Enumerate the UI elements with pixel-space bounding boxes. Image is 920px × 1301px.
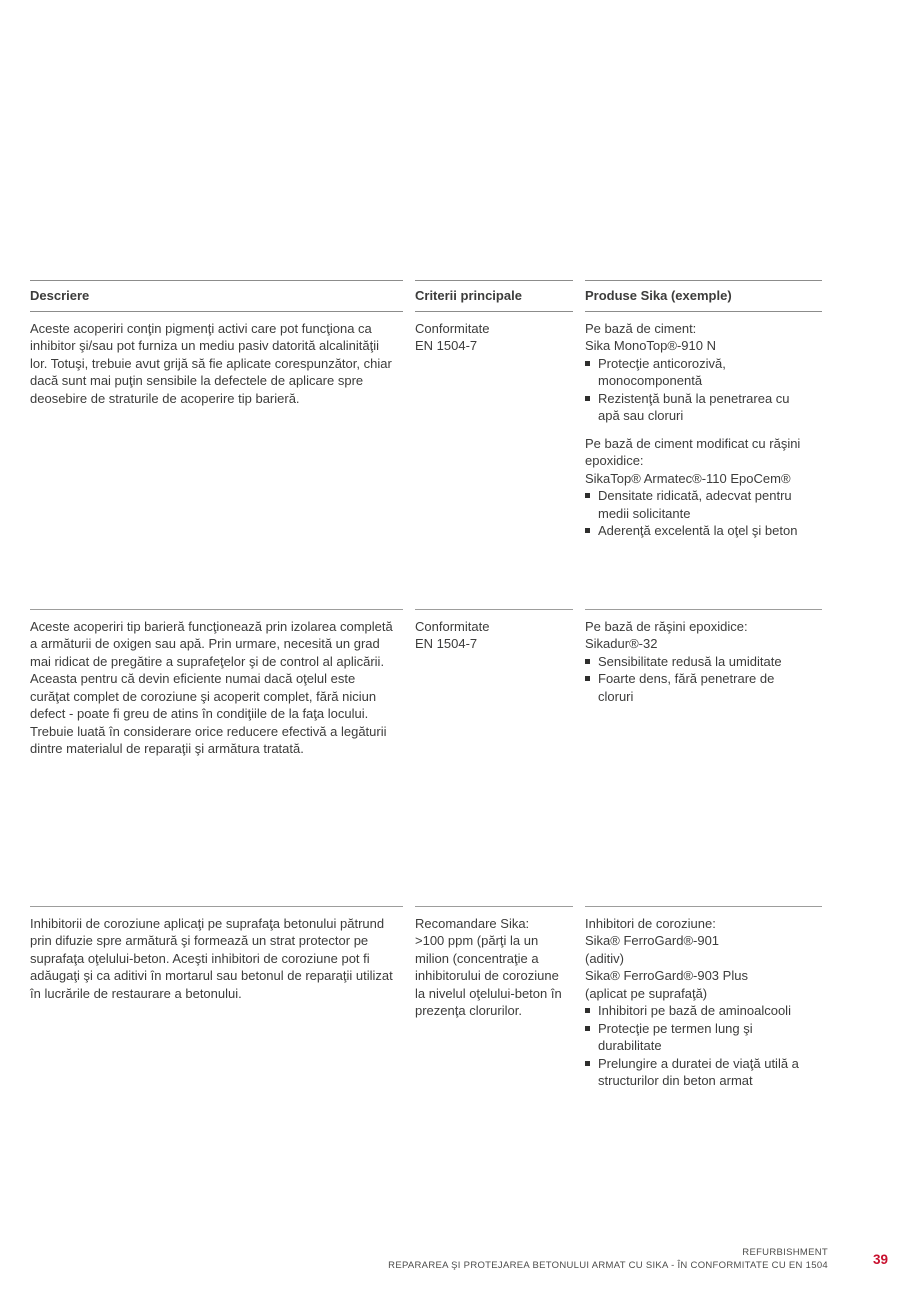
produse-cell (585, 906, 822, 1104)
bullet-text: Rezistenţă bună la penetrarea cu apă sau cloruri (598, 390, 790, 423)
product-name: SikaTop® Armatec®-110 EpoCem® (585, 470, 791, 486)
bullet-text: Prelungire a duratei de viaţă utilă a structurilor din beton armat (598, 1055, 799, 1088)
criterii-line: EN 1504-7 (415, 636, 478, 651)
produse-cell (585, 609, 822, 906)
table-header-produse: Produse Sika (exemple) (585, 280, 822, 312)
table-header-row (30, 280, 822, 312)
bullet-text: Protecţie pe termen lung şi durabilitate (598, 1020, 753, 1053)
table-row (30, 609, 822, 906)
products-table (30, 280, 822, 1104)
product-group (585, 435, 812, 540)
bullet-text: Foarte dens, fără penetrare de cloruri (598, 671, 775, 704)
criterii-line: >100 ppm (părţi la un milion (concentraţie a inhibitorului de coroziune la nivelul oţelului-beton în prezenţa clorurilor. (415, 933, 562, 1018)
bullet-item (585, 670, 812, 705)
bullet-square-icon (585, 1026, 590, 1031)
bullet-square-icon (585, 659, 590, 664)
descriere-cell (30, 609, 403, 906)
descriere-cell (30, 906, 403, 1104)
product-name: Sika MonoTop®-910 N (585, 338, 716, 353)
product-group (585, 320, 812, 425)
criterii-line: Recomandare Sika: (415, 915, 530, 931)
bullet-text: Inhibitori pe bază de aminoalcooli (598, 1003, 791, 1018)
product-name: Sikadur®-32 (585, 636, 658, 651)
bullet-item (585, 653, 812, 671)
bullet-square-icon (585, 396, 590, 401)
footer-document-title: REPARAREA ŞI PROTEJAREA BETONULUI ARMAT CU SIKA - ÎN CONFORMITATE CU EN 1504 (388, 1260, 828, 1271)
product-heading: Inhibitori de coroziune: (585, 915, 716, 931)
criterii-line: Conformitate (415, 618, 490, 634)
descriere-text: Inhibitorii de coroziune aplicaţi pe suprafaţa betonului pătrund prin difuzie spre armătură şi formează un strat protector pe suprafaţa oţelului-beton. Aceşti inhibitori de coroziune pot fi adăugaţi şi ca aditivi în mortarul sau betonul de reparaţii utilizat în lucrările de restaurare a betonului. (30, 915, 393, 1001)
bullet-text: Sensibilitate redusă la umiditate (598, 653, 782, 669)
bullet-square-icon (585, 1061, 590, 1066)
bullet-square-icon (585, 493, 590, 498)
product-group (585, 618, 812, 706)
criterii-line: Conformitate (415, 320, 490, 336)
bullet-square-icon (585, 528, 590, 533)
table-row (30, 906, 822, 1104)
criterii-line: EN 1504-7 (415, 338, 478, 353)
page-footer (388, 1246, 828, 1272)
product-note: (aditiv) (585, 950, 625, 966)
criterii-cell (415, 312, 573, 609)
product-heading: Pe bază de răşini epoxidice: (585, 618, 748, 634)
product-name: Sika® FerroGard®-901 (585, 933, 720, 948)
bullet-square-icon (585, 1008, 590, 1013)
bullet-text: Densitate ridicată, adecvat pentru medii solicitante (598, 488, 792, 521)
bullet-item (585, 1055, 812, 1090)
bullet-square-icon (585, 361, 590, 366)
bullet-item (585, 1002, 812, 1020)
table-row (30, 312, 822, 609)
descriere-text: Aceste acoperiri tip barieră funcţionează prin izolarea completă a armăturii de oxigen sau apă. Prin urmare, necesită un grad mai ridicat de pregătire a suprafeţelor şi de control al aplicării. Aceasta pentru că devin eficiente numai dacă oţelul este curăţat complet de coroziune şi acoperit complet, fără niciun defect - poate fi greu de atins în condiţiile de la faţa locului. Trebuie luată în considerare orice reducere efectivă a legăturii dintre materialul de reparaţii şi armătura tratată. (30, 618, 393, 756)
produse-cell (585, 312, 822, 609)
bullet-item (585, 487, 812, 522)
criterii-cell (415, 609, 573, 906)
descriere-cell (30, 312, 403, 609)
page-number: 39 (872, 1252, 888, 1267)
bullet-item (585, 1020, 812, 1055)
bullet-square-icon (585, 676, 590, 681)
bullet-item (585, 390, 812, 425)
product-note: (aplicat pe suprafaţă) (585, 985, 708, 1001)
footer-chapter: REFURBISHMENT (742, 1247, 828, 1258)
descriere-text: Aceste acoperiri conţin pigmenţi activi care pot funcţiona ca inhibitor şi/sau pot furniza un mediu pasiv datorită alcalinităţii lor. Totuşi, trebuie avut grijă să fie aplicate corespunzător, chiar dacă sunt mai puţin sensibile la defectele de aplicare spre deosebire de straturile de acoperire tip barieră. (30, 320, 392, 406)
product-heading: Pe bază de ciment modificat cu răşini epoxidice: (585, 435, 801, 468)
product-heading: Pe bază de ciment: (585, 320, 697, 336)
criterii-cell (415, 906, 573, 1104)
bullet-text: Aderenţă excelentă la oţel şi beton (598, 523, 798, 538)
table-header-criterii: Criterii principale (415, 280, 573, 312)
bullet-text: Protecţie anticorozivă, monocomponentă (598, 355, 726, 388)
bullet-item (585, 522, 812, 540)
bullet-item (585, 355, 812, 390)
product-name: Sika® FerroGard®-903 Plus (585, 968, 748, 983)
table-header-descriere: Descriere (30, 280, 403, 312)
product-group (585, 915, 812, 1090)
